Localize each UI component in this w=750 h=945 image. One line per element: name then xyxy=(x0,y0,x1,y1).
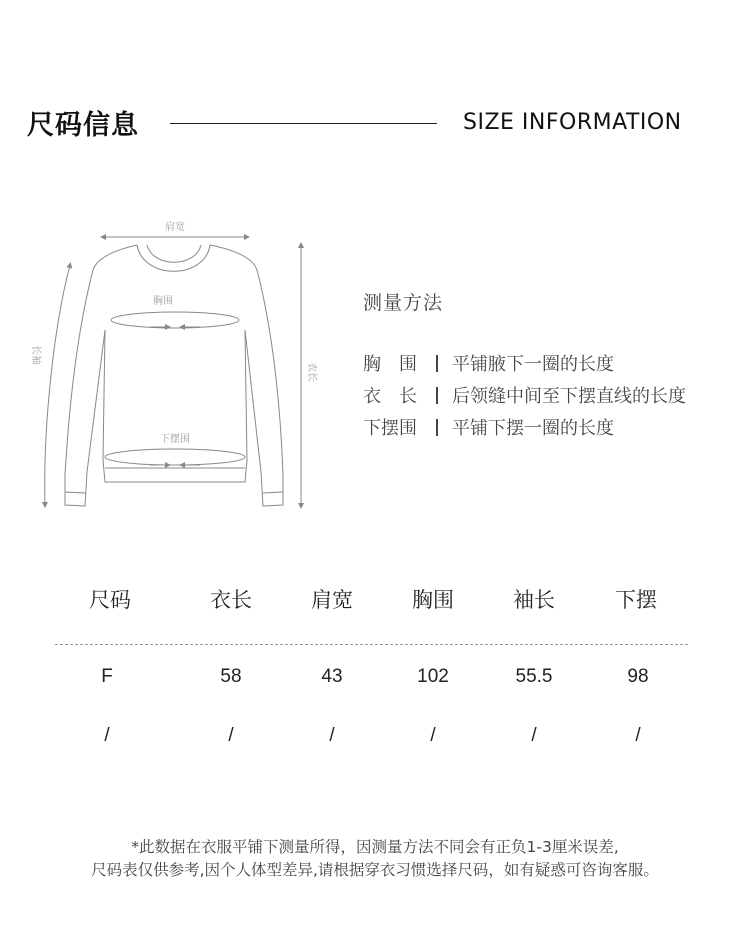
body-outline xyxy=(103,330,247,482)
method-desc: 平铺腋下一圈的长度 xyxy=(452,354,614,375)
table-cell: / xyxy=(329,725,335,746)
table-header-cell: 衣长 xyxy=(210,588,252,612)
disclaimer-line-2: 尺码表仅供参考,因个人体型差异,请根据穿衣习惯选择尺码，如有疑惑可咨询客服。 xyxy=(91,861,659,879)
method-desc: 平铺下摆一圈的长度 xyxy=(452,418,614,439)
page-title-cn: 尺码信息 xyxy=(27,110,139,141)
separator-bar xyxy=(436,355,438,372)
table-cell: / xyxy=(531,725,537,746)
table-row xyxy=(55,725,690,765)
separator-bar xyxy=(436,387,438,404)
method-desc: 后领缝中间至下摆直线的长度 xyxy=(452,386,686,407)
table-header-cell: 尺码 xyxy=(89,588,131,612)
label-chest: 胸围 xyxy=(153,296,173,307)
left-sleeve-outline xyxy=(65,245,137,506)
label-shoulder: 肩宽 xyxy=(165,222,185,233)
table-cell: / xyxy=(430,725,436,746)
table-header-cell: 胸围 xyxy=(412,588,454,612)
table-header-cell: 下摆 xyxy=(615,588,657,612)
table-row xyxy=(55,666,690,706)
method-key: 胸 围 xyxy=(363,354,417,375)
table-header-cell: 袖长 xyxy=(513,588,555,612)
table-divider xyxy=(55,644,688,645)
separator-bar xyxy=(436,419,438,436)
label-sleeve: 长袖 xyxy=(30,345,41,365)
table-cell: 58 xyxy=(220,666,242,687)
table-cell: 98 xyxy=(627,666,649,687)
method-row-chest xyxy=(363,350,614,376)
table-cell: 55.5 xyxy=(515,666,553,687)
method-row-hem xyxy=(363,414,614,440)
title-divider xyxy=(170,123,437,124)
sweater-diagram xyxy=(25,210,325,520)
table-cell: 43 xyxy=(321,666,343,687)
label-length: 衣长 xyxy=(306,362,317,382)
method-title: 测量方法 xyxy=(363,292,444,314)
method-key: 衣 长 xyxy=(363,386,417,407)
table-cell: F xyxy=(101,666,113,687)
page-title-en: SIZE INFORMATION xyxy=(463,110,682,135)
method-key: 下摆围 xyxy=(363,418,417,439)
table-header-row xyxy=(55,584,690,624)
label-hem: 下摆围 xyxy=(160,434,190,445)
table-header-cell: 肩宽 xyxy=(311,588,353,612)
table-cell: / xyxy=(104,725,110,746)
method-row-length xyxy=(363,382,686,408)
disclaimer-line-1: *此数据在衣服平铺下测量所得，因测量方法不同会有正负1-3厘米误差, xyxy=(131,838,619,856)
table-cell: 102 xyxy=(417,666,449,687)
table-cell: / xyxy=(228,725,234,746)
table-cell: / xyxy=(635,725,641,746)
